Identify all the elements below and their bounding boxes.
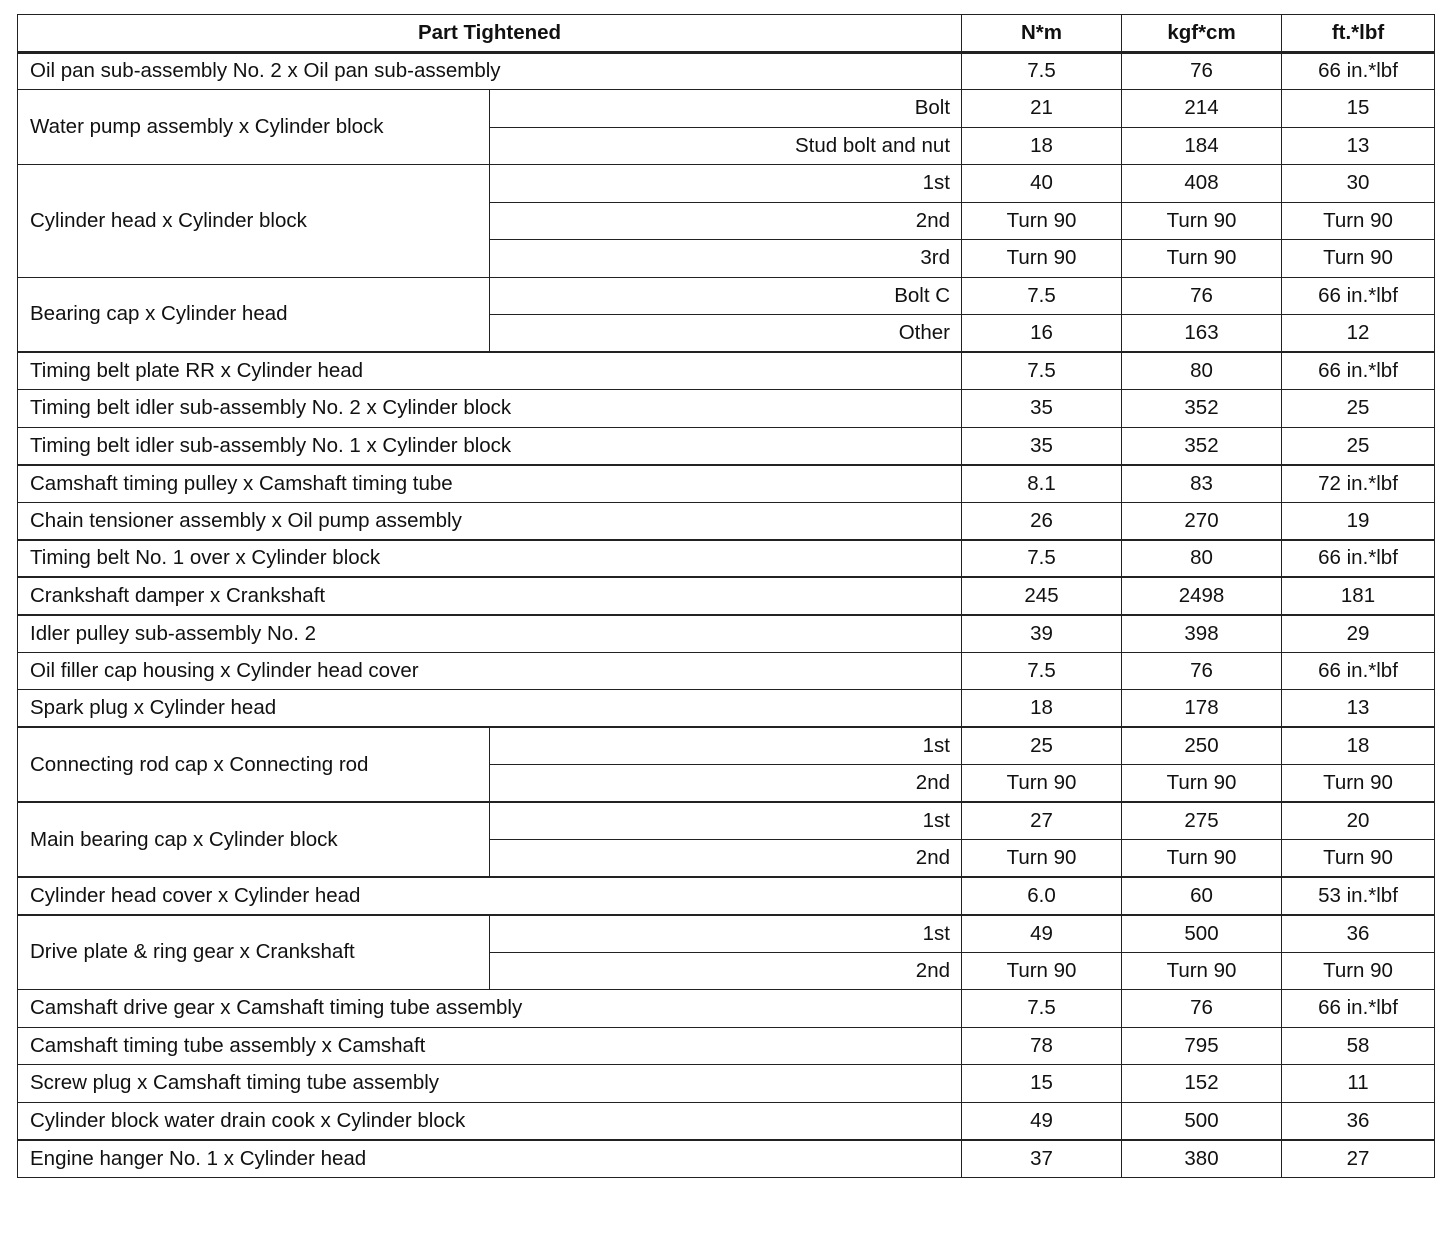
torque-nm-cell: 7.5	[962, 52, 1122, 90]
part-tightened-cell: Cylinder head cover x Cylinder head	[18, 877, 962, 915]
torque-ft-lbf-cell: Turn 90	[1282, 952, 1435, 990]
torque-ft-lbf-cell: 27	[1282, 1140, 1435, 1178]
torque-ft-lbf-cell: 66 in.*lbf	[1282, 540, 1435, 578]
torque-nm-cell: 6.0	[962, 877, 1122, 915]
torque-ft-lbf-cell: 181	[1282, 577, 1435, 615]
condition-cell: 2nd	[490, 952, 962, 990]
torque-nm-cell: Turn 90	[962, 952, 1122, 990]
part-tightened-cell: Connecting rod cap x Connecting rod	[18, 727, 490, 802]
table-row	[18, 540, 1435, 578]
torque-nm-cell: Turn 90	[962, 240, 1122, 278]
torque-ft-lbf-cell: 36	[1282, 915, 1435, 953]
torque-kgf-cm-cell: 184	[1122, 127, 1282, 165]
torque-ft-lbf-cell: 66 in.*lbf	[1282, 652, 1435, 690]
torque-ft-lbf-cell: Turn 90	[1282, 765, 1435, 803]
torque-nm-cell: 27	[962, 802, 1122, 840]
torque-nm-cell: 7.5	[962, 540, 1122, 578]
torque-ft-lbf-cell: 66 in.*lbf	[1282, 52, 1435, 90]
table-row	[18, 1027, 1435, 1065]
torque-nm-cell: 78	[962, 1027, 1122, 1065]
torque-nm-cell: 49	[962, 915, 1122, 953]
torque-specification-table	[17, 14, 1435, 1178]
torque-kgf-cm-cell: Turn 90	[1122, 765, 1282, 803]
table-row	[18, 352, 1435, 390]
table-row	[18, 1065, 1435, 1103]
torque-ft-lbf-cell: 29	[1282, 615, 1435, 653]
part-tightened-cell: Camshaft timing tube assembly x Camshaft	[18, 1027, 962, 1065]
torque-nm-cell: 37	[962, 1140, 1122, 1178]
table-row	[18, 877, 1435, 915]
part-tightened-cell: Camshaft drive gear x Camshaft timing tube assembly	[18, 990, 962, 1028]
condition-cell: Stud bolt and nut	[490, 127, 962, 165]
table-body	[18, 52, 1435, 1177]
torque-nm-cell: 16	[962, 315, 1122, 353]
part-tightened-cell: Chain tensioner assembly x Oil pump assembly	[18, 502, 962, 540]
torque-kgf-cm-cell: 76	[1122, 277, 1282, 315]
torque-kgf-cm-cell: 270	[1122, 502, 1282, 540]
torque-ft-lbf-cell: 58	[1282, 1027, 1435, 1065]
header-kgf-cm: kgf*cm	[1122, 15, 1282, 53]
torque-ft-lbf-cell: 13	[1282, 690, 1435, 728]
torque-kgf-cm-cell: Turn 90	[1122, 840, 1282, 878]
header-nm: N*m	[962, 15, 1122, 53]
torque-kgf-cm-cell: 275	[1122, 802, 1282, 840]
torque-nm-cell: 26	[962, 502, 1122, 540]
part-tightened-cell: Cylinder block water drain cook x Cylinder block	[18, 1102, 962, 1140]
torque-nm-cell: 7.5	[962, 990, 1122, 1028]
torque-kgf-cm-cell: 80	[1122, 352, 1282, 390]
part-tightened-cell: Oil pan sub-assembly No. 2 x Oil pan sub-assembly	[18, 52, 962, 90]
torque-ft-lbf-cell: 19	[1282, 502, 1435, 540]
torque-ft-lbf-cell: Turn 90	[1282, 840, 1435, 878]
torque-nm-cell: 7.5	[962, 277, 1122, 315]
table-row	[18, 802, 1435, 840]
torque-ft-lbf-cell: 18	[1282, 727, 1435, 765]
part-tightened-cell: Drive plate & ring gear x Crankshaft	[18, 915, 490, 990]
table-row	[18, 690, 1435, 728]
part-tightened-cell: Cylinder head x Cylinder block	[18, 165, 490, 278]
part-tightened-cell: Screw plug x Camshaft timing tube assembly	[18, 1065, 962, 1103]
table-row	[18, 165, 1435, 203]
torque-ft-lbf-cell: 36	[1282, 1102, 1435, 1140]
torque-kgf-cm-cell: 178	[1122, 690, 1282, 728]
torque-ft-lbf-cell: 15	[1282, 90, 1435, 128]
part-tightened-cell: Oil filler cap housing x Cylinder head cover	[18, 652, 962, 690]
table-row	[18, 390, 1435, 428]
part-tightened-cell: Timing belt idler sub-assembly No. 1 x Cylinder block	[18, 427, 962, 465]
condition-cell: 3rd	[490, 240, 962, 278]
table-row	[18, 465, 1435, 503]
condition-cell: 2nd	[490, 765, 962, 803]
torque-kgf-cm-cell: 352	[1122, 427, 1282, 465]
torque-nm-cell: 18	[962, 690, 1122, 728]
torque-nm-cell: 25	[962, 727, 1122, 765]
torque-kgf-cm-cell: Turn 90	[1122, 952, 1282, 990]
torque-ft-lbf-cell: 30	[1282, 165, 1435, 203]
torque-kgf-cm-cell: 163	[1122, 315, 1282, 353]
condition-cell: 2nd	[490, 840, 962, 878]
torque-kgf-cm-cell: 2498	[1122, 577, 1282, 615]
table-row	[18, 727, 1435, 765]
table-row	[18, 1140, 1435, 1178]
table-row	[18, 427, 1435, 465]
torque-kgf-cm-cell: 76	[1122, 52, 1282, 90]
header-ft-lbf: ft.*lbf	[1282, 15, 1435, 53]
torque-kgf-cm-cell: 795	[1122, 1027, 1282, 1065]
torque-ft-lbf-cell: 66 in.*lbf	[1282, 990, 1435, 1028]
torque-nm-cell: 7.5	[962, 352, 1122, 390]
torque-nm-cell: Turn 90	[962, 765, 1122, 803]
torque-nm-cell: 8.1	[962, 465, 1122, 503]
table-row	[18, 915, 1435, 953]
torque-kgf-cm-cell: 80	[1122, 540, 1282, 578]
torque-nm-cell: 7.5	[962, 652, 1122, 690]
torque-kgf-cm-cell: 152	[1122, 1065, 1282, 1103]
torque-ft-lbf-cell: 66 in.*lbf	[1282, 352, 1435, 390]
part-tightened-cell: Timing belt plate RR x Cylinder head	[18, 352, 962, 390]
torque-ft-lbf-cell: 13	[1282, 127, 1435, 165]
part-tightened-cell: Timing belt No. 1 over x Cylinder block	[18, 540, 962, 578]
torque-kgf-cm-cell: 380	[1122, 1140, 1282, 1178]
condition-cell: Bolt	[490, 90, 962, 128]
condition-cell: 1st	[490, 727, 962, 765]
torque-ft-lbf-cell: 72 in.*lbf	[1282, 465, 1435, 503]
torque-ft-lbf-cell: 25	[1282, 390, 1435, 428]
table-row	[18, 52, 1435, 90]
torque-nm-cell: 35	[962, 390, 1122, 428]
torque-ft-lbf-cell: 20	[1282, 802, 1435, 840]
table-header-row	[18, 15, 1435, 53]
torque-kgf-cm-cell: 250	[1122, 727, 1282, 765]
torque-kgf-cm-cell: 214	[1122, 90, 1282, 128]
part-tightened-cell: Bearing cap x Cylinder head	[18, 277, 490, 352]
table-row	[18, 90, 1435, 128]
torque-ft-lbf-cell: Turn 90	[1282, 202, 1435, 240]
condition-cell: Other	[490, 315, 962, 353]
part-tightened-cell: Idler pulley sub-assembly No. 2	[18, 615, 962, 653]
torque-kgf-cm-cell: 76	[1122, 652, 1282, 690]
part-tightened-cell: Engine hanger No. 1 x Cylinder head	[18, 1140, 962, 1178]
torque-nm-cell: 18	[962, 127, 1122, 165]
torque-nm-cell: 40	[962, 165, 1122, 203]
table-row	[18, 277, 1435, 315]
table-row	[18, 577, 1435, 615]
torque-nm-cell: Turn 90	[962, 202, 1122, 240]
table-row	[18, 990, 1435, 1028]
part-tightened-cell: Water pump assembly x Cylinder block	[18, 90, 490, 165]
torque-nm-cell: 245	[962, 577, 1122, 615]
torque-kgf-cm-cell: 500	[1122, 1102, 1282, 1140]
table-row	[18, 652, 1435, 690]
torque-kgf-cm-cell: 500	[1122, 915, 1282, 953]
torque-nm-cell: Turn 90	[962, 840, 1122, 878]
condition-cell: 1st	[490, 915, 962, 953]
torque-kgf-cm-cell: 60	[1122, 877, 1282, 915]
torque-nm-cell: 49	[962, 1102, 1122, 1140]
torque-kgf-cm-cell: Turn 90	[1122, 240, 1282, 278]
torque-kgf-cm-cell: 398	[1122, 615, 1282, 653]
torque-kgf-cm-cell: Turn 90	[1122, 202, 1282, 240]
torque-kgf-cm-cell: 352	[1122, 390, 1282, 428]
condition-cell: 1st	[490, 165, 962, 203]
torque-kgf-cm-cell: 83	[1122, 465, 1282, 503]
torque-ft-lbf-cell: 11	[1282, 1065, 1435, 1103]
torque-kgf-cm-cell: 408	[1122, 165, 1282, 203]
torque-nm-cell: 21	[962, 90, 1122, 128]
condition-cell: 1st	[490, 802, 962, 840]
torque-ft-lbf-cell: 12	[1282, 315, 1435, 353]
torque-ft-lbf-cell: 66 in.*lbf	[1282, 277, 1435, 315]
table-row	[18, 502, 1435, 540]
torque-nm-cell: 15	[962, 1065, 1122, 1103]
torque-ft-lbf-cell: Turn 90	[1282, 240, 1435, 278]
torque-nm-cell: 39	[962, 615, 1122, 653]
part-tightened-cell: Main bearing cap x Cylinder block	[18, 802, 490, 877]
header-part-tightened: Part Tightened	[18, 15, 962, 53]
condition-cell: 2nd	[490, 202, 962, 240]
torque-kgf-cm-cell: 76	[1122, 990, 1282, 1028]
torque-nm-cell: 35	[962, 427, 1122, 465]
torque-ft-lbf-cell: 25	[1282, 427, 1435, 465]
torque-ft-lbf-cell: 53 in.*lbf	[1282, 877, 1435, 915]
part-tightened-cell: Crankshaft damper x Crankshaft	[18, 577, 962, 615]
part-tightened-cell: Spark plug x Cylinder head	[18, 690, 962, 728]
part-tightened-cell: Timing belt idler sub-assembly No. 2 x Cylinder block	[18, 390, 962, 428]
part-tightened-cell: Camshaft timing pulley x Camshaft timing tube	[18, 465, 962, 503]
condition-cell: Bolt C	[490, 277, 962, 315]
table-row	[18, 1102, 1435, 1140]
table-row	[18, 615, 1435, 653]
